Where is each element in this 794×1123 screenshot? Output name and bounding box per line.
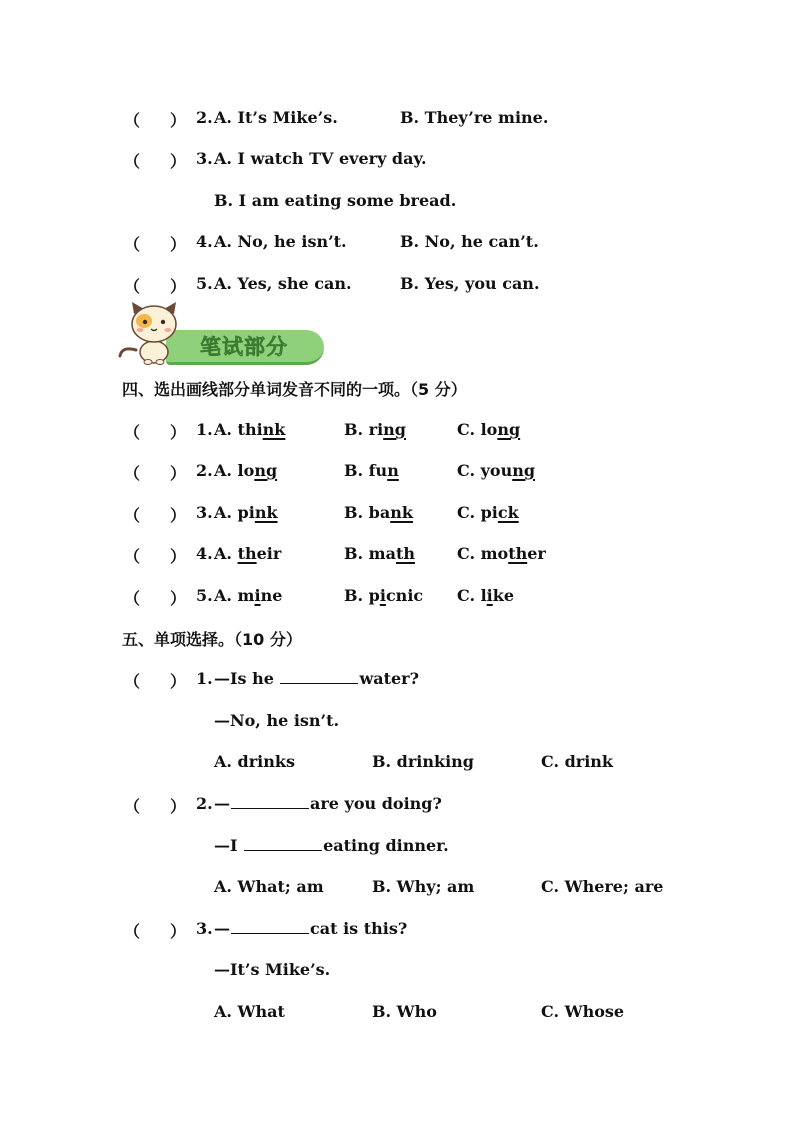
option-a: A. drinks <box>214 752 295 771</box>
answer-paren-close: ） <box>170 547 187 566</box>
question-number: 2. <box>196 794 213 813</box>
answer-paren-close: ） <box>170 506 187 525</box>
answer-paren-close: ） <box>170 152 187 171</box>
question-number: 5. <box>196 586 213 605</box>
option-b <box>344 420 406 439</box>
answer-paren-open: （ <box>124 797 141 816</box>
question-text-pre: — <box>214 794 230 813</box>
option-a: A. No, he isn’t. <box>214 232 347 251</box>
reply-text <box>214 711 339 730</box>
word-part: C. you <box>457 461 513 480</box>
word-part: cnic <box>385 586 424 605</box>
answer-paren-open: （ <box>124 464 141 483</box>
option-a: A. It’s Mike’s. <box>214 108 338 127</box>
option-a: A. What <box>214 1002 285 1021</box>
option-b <box>344 586 423 605</box>
option-c <box>457 461 535 480</box>
option-a <box>214 503 278 522</box>
question-number: 3. <box>196 149 213 168</box>
question-number: 3. <box>196 503 213 522</box>
underlined-part: ng <box>497 420 521 439</box>
word-part: B. fu <box>344 461 388 480</box>
question-number: 2. <box>196 108 213 127</box>
underlined-part: nk <box>390 503 413 522</box>
answer-paren-close: ） <box>170 235 187 254</box>
question-text <box>214 794 442 813</box>
answer-paren-close: ） <box>170 797 187 816</box>
option-b: B. They’re mine. <box>400 108 549 127</box>
answer-paren-close: ） <box>170 464 187 483</box>
word-part: A. pi <box>214 503 255 522</box>
reply-text <box>214 960 330 979</box>
banner-label: 笔试部分 <box>200 335 288 359</box>
option-b <box>344 503 413 522</box>
option-b: B. I am eating some bread. <box>214 191 457 210</box>
option-b: B. Yes, you can. <box>400 274 540 293</box>
underlined-part: th <box>237 544 257 563</box>
answer-paren-open: （ <box>124 152 141 171</box>
underlined-part: nk <box>262 420 286 439</box>
answer-paren-close: ） <box>170 672 187 691</box>
question-number: 4. <box>196 544 213 563</box>
question-text-pre: —Is he <box>214 669 280 688</box>
answer-paren-open: （ <box>124 589 141 608</box>
question-text-post: water? <box>359 669 419 688</box>
reply-text-pre: —No, he isn’t. <box>214 711 340 730</box>
option-b: B. Who <box>372 1002 437 1021</box>
option-a <box>214 461 277 480</box>
answer-paren-open: （ <box>124 111 141 130</box>
question-number: 1. <box>196 420 213 439</box>
option-c <box>457 420 520 439</box>
word-part: ne <box>260 586 283 605</box>
option-b <box>344 544 415 563</box>
question-text <box>214 669 419 688</box>
word-part: A. m <box>214 586 255 605</box>
answer-blank[interactable] <box>280 669 358 684</box>
reply-text-pre: —I <box>214 836 244 855</box>
option-c <box>457 586 514 605</box>
option-c: C. Whose <box>541 1002 625 1021</box>
answer-paren-open: （ <box>124 922 141 941</box>
word-part: B. ri <box>344 420 384 439</box>
word-part: A. <box>214 544 238 563</box>
underlined-part: ng <box>512 461 536 480</box>
word-part: C. lo <box>457 420 498 439</box>
word-part: ke <box>492 586 515 605</box>
option-b: B. drinking <box>372 752 474 771</box>
option-a <box>214 420 285 439</box>
word-part: C. mo <box>457 544 509 563</box>
underlined-part: n <box>387 461 399 480</box>
option-a: A. What; am <box>214 877 324 896</box>
answer-paren-open: （ <box>124 506 141 525</box>
option-b: B. Why; am <box>372 877 475 896</box>
underlined-part: ck <box>497 503 519 522</box>
option-c: C. Where; are <box>541 877 664 896</box>
word-part: C. l <box>457 586 487 605</box>
question-number: 4. <box>196 232 213 251</box>
underlined-part: i <box>379 586 386 605</box>
section-4-title: 四、选出画线部分单词发音不同的一项。（5 分） <box>122 380 467 399</box>
answer-blank[interactable] <box>231 794 309 809</box>
word-part: B. ba <box>344 503 391 522</box>
question-number: 5. <box>196 274 213 293</box>
underlined-part: i <box>254 586 261 605</box>
answer-paren-open: （ <box>124 423 141 442</box>
answer-blank[interactable] <box>231 919 309 934</box>
word-part: B. ma <box>344 544 396 563</box>
answer-paren-open: （ <box>124 277 141 296</box>
question-number: 3. <box>196 919 213 938</box>
underlined-part: i <box>486 586 493 605</box>
option-b <box>344 461 399 480</box>
word-part: B. p <box>344 586 380 605</box>
question-number: 1. <box>196 669 213 688</box>
cat-mascot-icon <box>118 300 188 366</box>
answer-blank[interactable] <box>244 836 322 851</box>
option-b: B. No, he can’t. <box>400 232 539 251</box>
option-a <box>214 544 281 563</box>
reply-text-pre: —It’s Mike’s. <box>214 960 331 979</box>
word-part: A. thi <box>214 420 263 439</box>
option-a: A. Yes, she can. <box>214 274 352 293</box>
reply-text-post: eating dinner. <box>323 836 449 855</box>
answer-paren-close: ） <box>170 589 187 608</box>
answer-paren-open: （ <box>124 547 141 566</box>
answer-paren-close: ） <box>170 111 187 130</box>
question-text-post: cat is this? <box>310 919 408 938</box>
answer-paren-close: ） <box>170 277 187 296</box>
underlined-part: nk <box>254 503 278 522</box>
underlined-part: th <box>508 544 528 563</box>
answer-paren-close: ） <box>170 922 187 941</box>
answer-paren-open: （ <box>124 235 141 254</box>
answer-paren-open: （ <box>124 672 141 691</box>
underlined-part: ng <box>254 461 278 480</box>
section-banner <box>118 300 328 366</box>
question-number: 2. <box>196 461 213 480</box>
option-c <box>457 503 519 522</box>
word-part: er <box>527 544 546 563</box>
word-part: A. lo <box>214 461 255 480</box>
option-a <box>214 586 282 605</box>
underlined-part: ng <box>383 420 406 439</box>
option-c: C. drink <box>541 752 614 771</box>
option-c <box>457 544 546 563</box>
question-text-pre: — <box>214 919 230 938</box>
section-5-title: 五、单项选择。（10 分） <box>122 630 302 649</box>
word-part: C. pi <box>457 503 498 522</box>
underlined-part: th <box>395 544 415 563</box>
question-text <box>214 919 407 938</box>
answer-paren-close: ） <box>170 423 187 442</box>
word-part: eir <box>256 544 282 563</box>
reply-text <box>214 836 449 855</box>
option-a: A. I watch TV every day. <box>214 149 427 168</box>
question-text-post: are you doing? <box>310 794 442 813</box>
